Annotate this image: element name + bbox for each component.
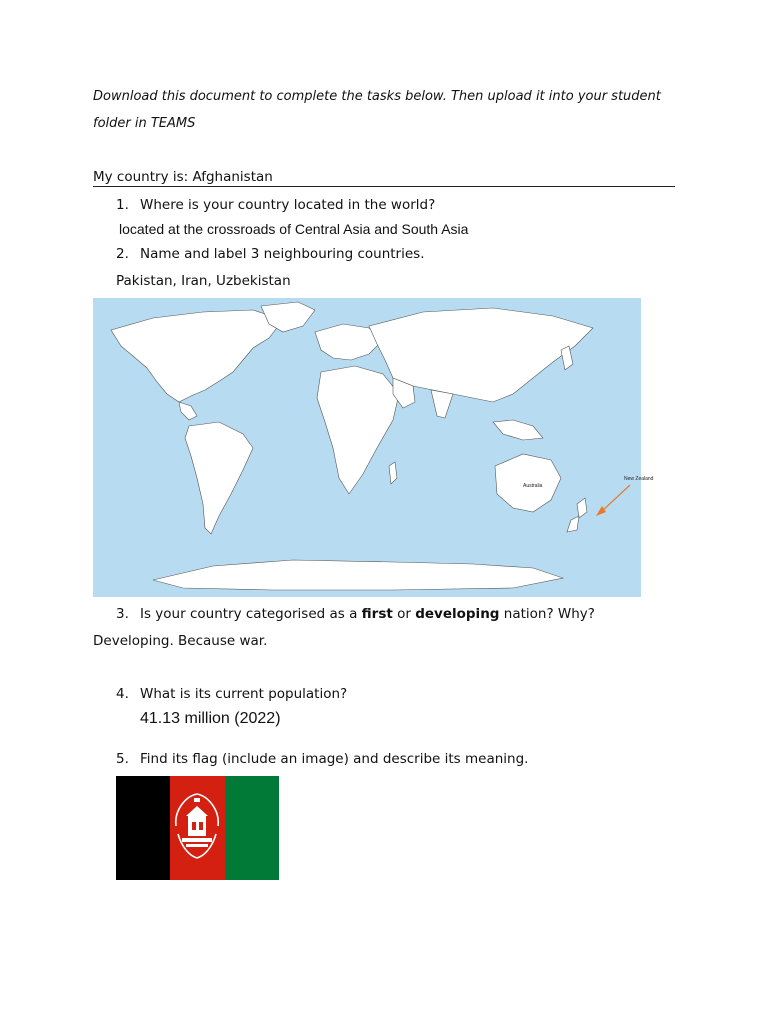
- q4-answer: 41.13 million (2022): [140, 710, 281, 727]
- world-map-image: [93, 298, 654, 597]
- q2-answer: Pakistan, Iran, Uzbekistan: [116, 273, 291, 289]
- q1-number: 1.: [116, 197, 129, 213]
- q1-answer: located at the crossroads of Central Asia and South Asia: [119, 221, 469, 237]
- q3-answer: Developing. Because war.: [93, 633, 268, 649]
- q3-number: 3.: [116, 606, 129, 622]
- q2-question: Name and label 3 neighbouring countries.: [140, 246, 425, 262]
- q5-question: Find its flag (include an image) and describe its meaning.: [140, 751, 529, 767]
- instructions-line-2: folder in TEAMS: [93, 116, 196, 131]
- q4-question: What is its current population?: [140, 686, 348, 702]
- q5-number: 5.: [116, 751, 129, 767]
- q3-text-b: or: [392, 606, 416, 622]
- country-statement: My country is: Afghanistan: [93, 169, 273, 185]
- afghanistan-flag-image: [116, 776, 279, 880]
- q3-bold-first: first: [361, 606, 393, 622]
- q3-text-a: Is your country categorised as a: [140, 606, 362, 622]
- q3-question: [140, 606, 595, 622]
- q1-question: Where is your country located in the world?: [140, 197, 436, 213]
- divider-line: [93, 186, 675, 187]
- map-label-australia: Australia: [523, 483, 543, 489]
- q3-text-c: nation? Why?: [499, 606, 595, 622]
- q4-number: 4.: [116, 686, 129, 702]
- map-label-new-zealand: New Zealand: [624, 476, 654, 482]
- q3-bold-developing: developing: [415, 606, 500, 622]
- q2-number: 2.: [116, 246, 129, 262]
- instructions-line-1: Download this document to complete the tasks below. Then upload it into your student: [93, 89, 661, 104]
